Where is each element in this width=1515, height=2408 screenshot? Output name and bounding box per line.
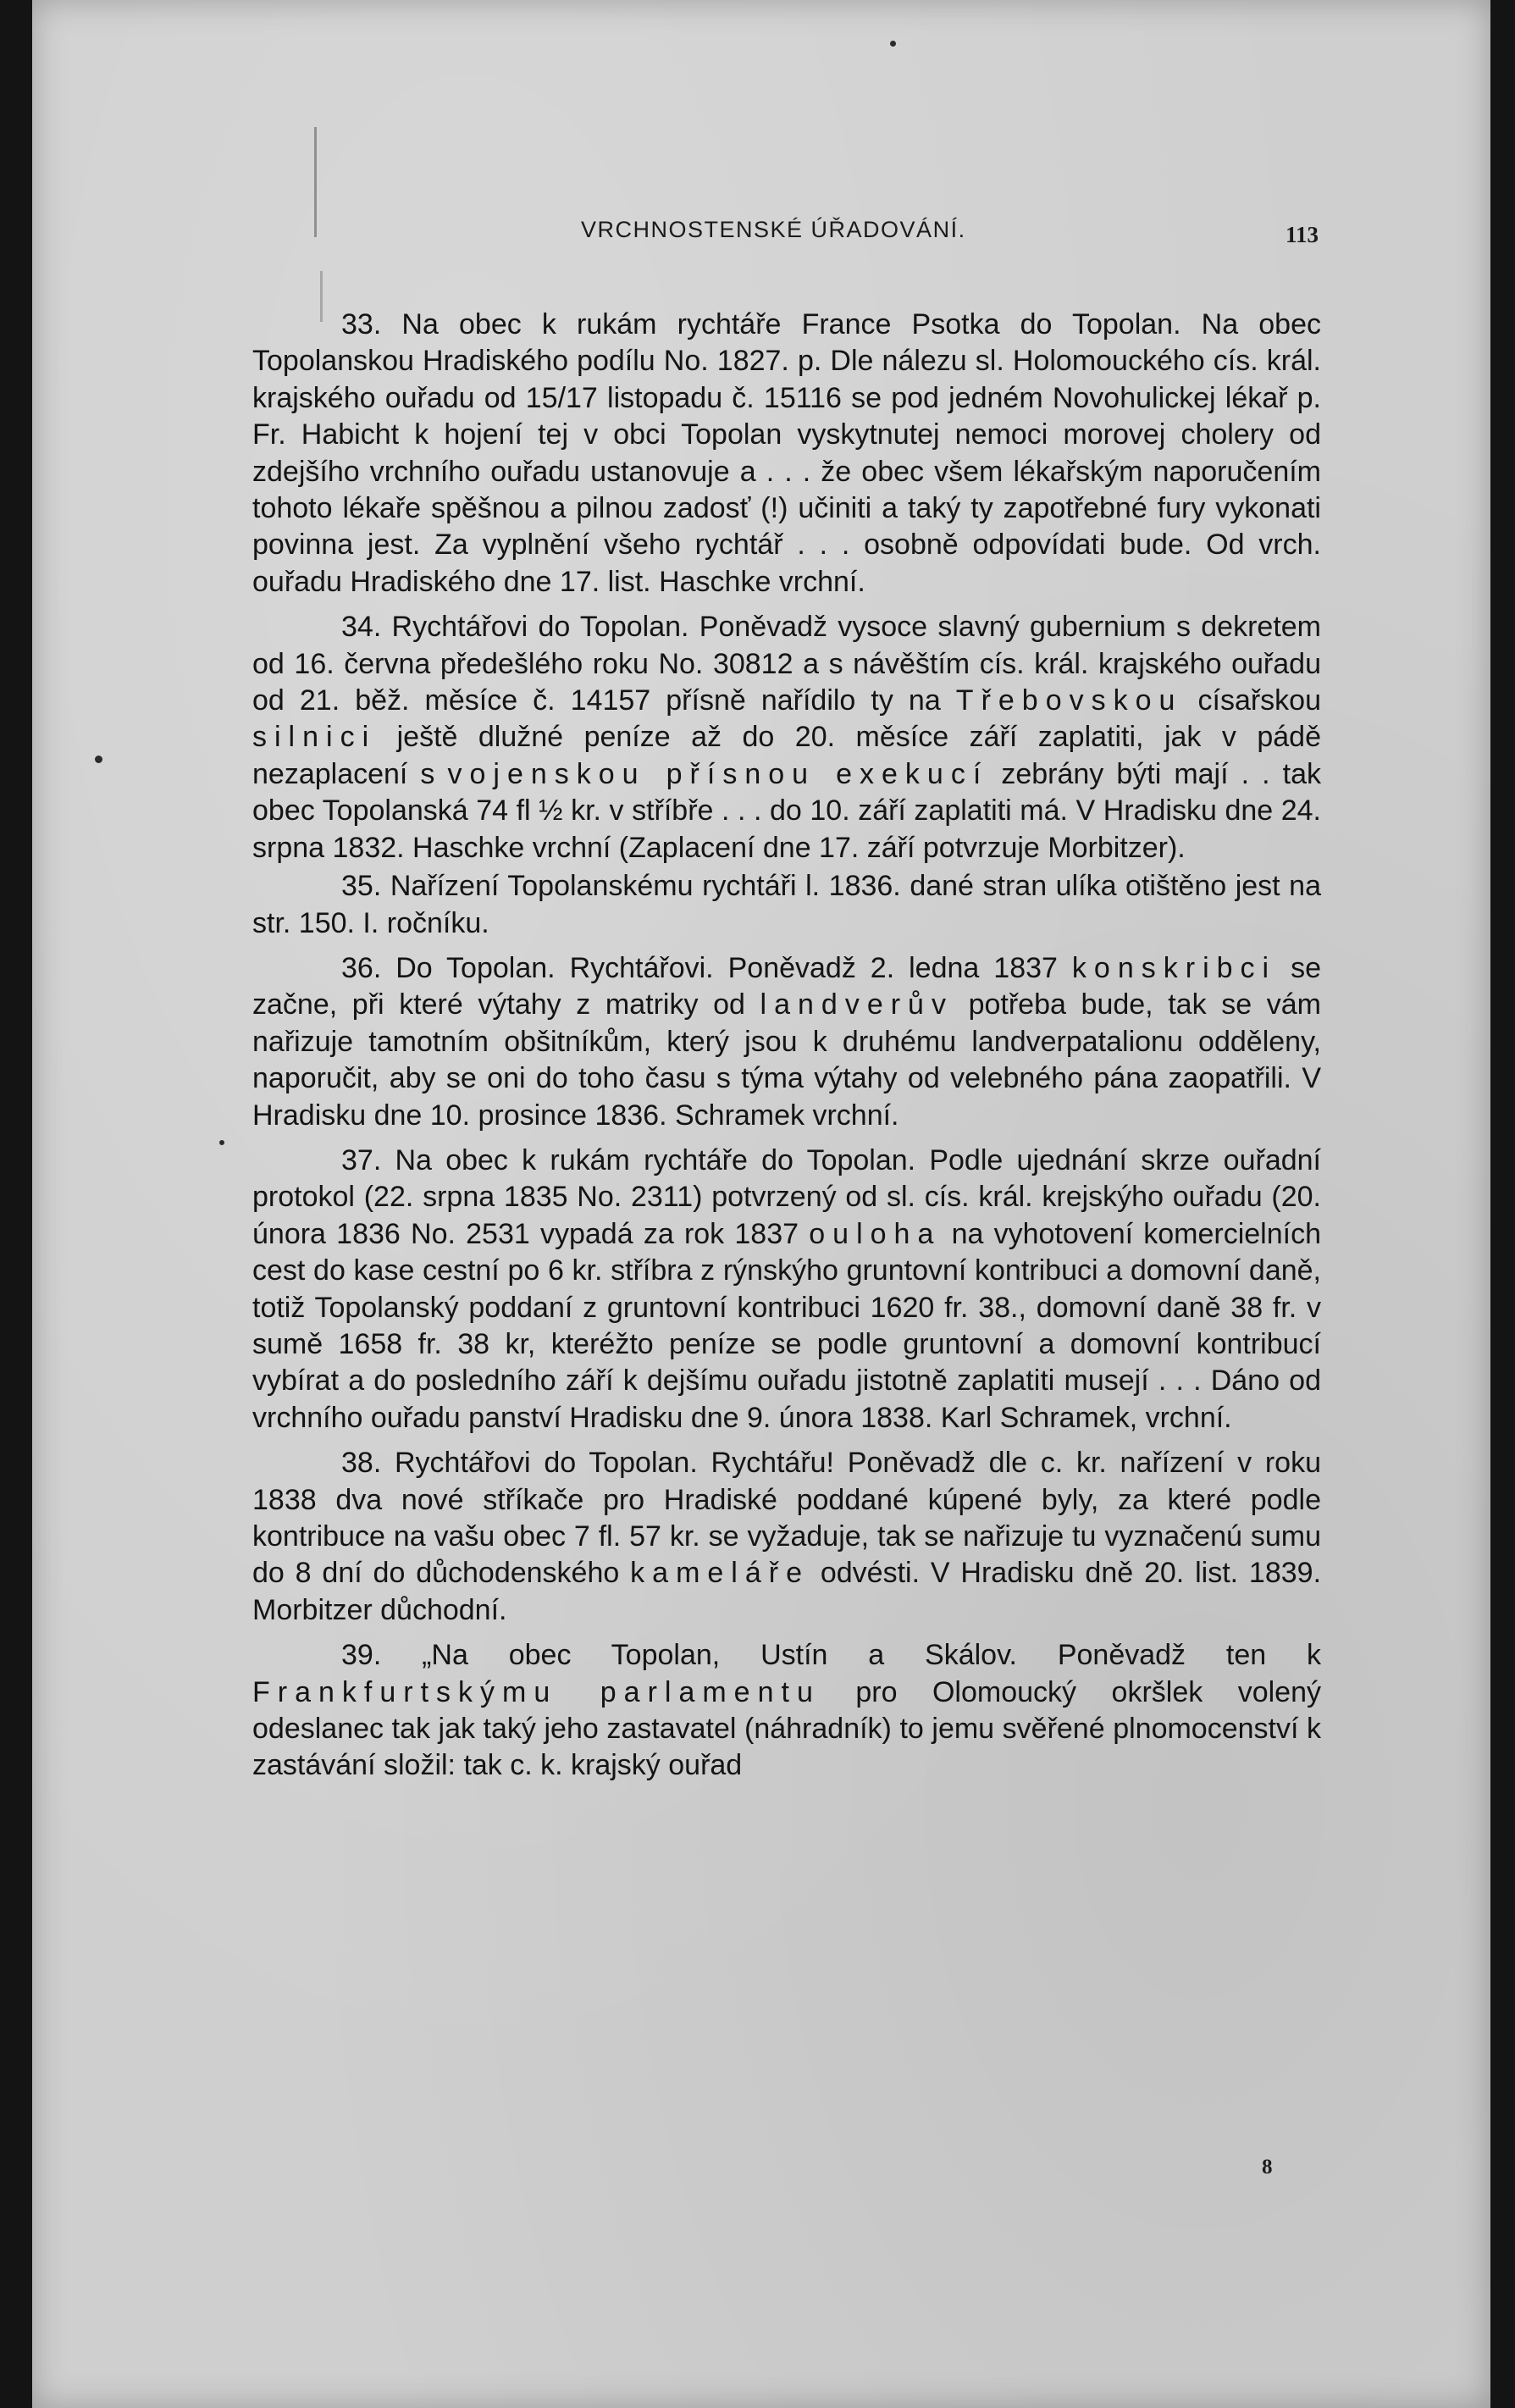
entry-38-text: 38. Rychtářovi do Topolan. Rychtářu! Poněvadž dle c. kr. nařízení v roku 1838 dva nové stříkače pro Hradiské poddané kúpené byly, za které podle kontribuce na vašu obec 7 fl. 57 kr. se vyžaduje, tak se nařizuje tu vyznačenú sumu do 8 dní do důchodenského <box>252 1447 1321 1590</box>
entry-39-text: pro Olomoucký okršlek volený odeslanec tak jak taký jeho zastavatel (náhradník) to jemu svěřené plnomocenství k zastávání složil: tak c. k. krajský ouřad <box>252 1675 1321 1782</box>
entry-36-text: se začne, při které výtahy z matriky od <box>252 951 1321 1021</box>
entry-36-text: 36. Do Topolan. Rychtářovi. Poněvadž 2. ledna 1837 <box>341 951 1058 984</box>
signature-mark: 8 <box>1262 2156 1273 2178</box>
ink-speck <box>890 41 896 47</box>
entry-35: 35. Nařízení Topolanskému rychtáři l. 1836. dané stran ulíka otištěno jest na str. 150. I. ročníku. <box>252 870 1321 939</box>
ink-speck <box>219 1140 224 1145</box>
page-number: 113 <box>1286 222 1319 247</box>
entry-37 <box>252 1143 1321 1436</box>
entry-37-text: 37. Na obec k rukám rychtáře do Topolan. Podle ujednání skrze ouřadní protokol (22. srpna 1835 No. 2311) potvrzený od sl. cís. král. krejskýho ouřadu (20. února 1836 No. 2531 vypadá za rok 1837 <box>252 1143 1321 1250</box>
entry-34-text: 34. Rychtářovi do Topolan. Poněvadž vysoce slavný gubernium s dekretem od 16. června předešlého roku No. 30812 a s návěštím cís. král. krajského ouřadu od 21. běž. měsíce č. 14157 přísně nařídilo ty na <box>252 611 1321 717</box>
entry-34-text: císařskou <box>1197 684 1321 717</box>
entry-38 <box>252 1445 1321 1629</box>
entry-34 <box>252 609 1321 866</box>
entry-39 <box>252 1637 1321 1785</box>
book-page <box>32 0 1490 2408</box>
entry-34-text: ještě dlužné peníze až do 20. měsíce září zaplatiti, jak v pádě nezaplacení s <box>252 721 1321 790</box>
entry-39-spaced: Frankfurtskýmu parlamentu <box>252 1675 821 1708</box>
entry-37-spaced: ouloha <box>809 1217 942 1250</box>
entry-36-spaced: konskribci <box>1071 951 1277 984</box>
gutter-mark <box>314 127 317 237</box>
entry-36 <box>252 950 1321 1134</box>
entry-33: 33. Na obec k rukám rychtáře France Psotka do Topolan. Na obec Topolanskou Hradiského podílu No. 1827. p. Dle nálezu sl. Holomouckého cís. král. krajského ouřadu od 15/17 listopadu č. 15116 se pod jedném Novohulickej lékař p. Fr. Habicht k hojení tej v obci Topolan vyskytnutej nemoci morovej cholery od zdejšího vrchního ouřadu ustanovuje a . . . že obec všem lékařským naporučením tohoto lékaře spěšnou a pilnou zadosť (!) učiniti a taký ty zapotřebné fury vykonati povinna jest. Za vyplnění všeho rychtář . . . osobně odpovídati bude. Od vrch. ouřadu Hradiského dne 17. list. Haschke vrchní. <box>252 308 1321 598</box>
text-body <box>252 307 1321 1785</box>
entry-36-spaced: landverův <box>760 988 954 1021</box>
entry-39-text: 39. „Na obec Topolan, Ustín a Skálov. Poněvadž ten k <box>341 1639 1321 1672</box>
running-head: VRCHNOSTENSKÉ ÚŘADOVÁNÍ. <box>581 217 966 242</box>
entry-38-spaced: kameláře <box>630 1557 810 1590</box>
entry-34-spaced: vojenskou přísnou exekucí <box>447 757 989 790</box>
entry-37-text: na vyhotovení komercielních cest do kase cestní po 6 kr. stříbra z rýnskýho gruntovní kontribuci a domovní daně, totiž Topolanský poddaní z gruntovní kontribuci 1620 fr. 38., domovní daně 38 fr. v sumě 1658 fr. 38 kr, kteréžto peníze se podle gruntovní a domovní kontribucí vybírat a do posledního září k dejšímu ouřadu jistotně zaplatiti musejí . . . Dáno od vrchního ouřadu panství Hradisku dne 9. února 1838. Karl Schramek, vrchní. <box>252 1217 1321 1434</box>
ink-speck <box>95 756 102 763</box>
entry-34-text: zebrány býti mají . . tak obec Topolanská 74 fl ½ kr. v stříbře . . . do 10. září zaplatiti má. V Hradisku dne 24. srpna 1832. Haschke vrchní (Zaplacení dne 17. září potvrzuje Morbitzer). <box>252 757 1321 864</box>
entry-36-text: potřeba bude, tak se vám nařizuje tamotním obšitníkům, který jsou k druhému landverpatalionu odděleny, naporučit, aby se oni do toho času s týma výtahy od velebného pána zaopatřili. V Hradisku dne 10. prosince 1836. Schramek vrchní. <box>252 988 1321 1132</box>
entry-38-text: odvésti. V Hradisku dně 20. list. 1839. Morbitzer důchodní. <box>252 1557 1322 1626</box>
entry-34-spaced: silnici <box>252 721 377 754</box>
entry-34-spaced: Třebovskou <box>955 684 1183 717</box>
